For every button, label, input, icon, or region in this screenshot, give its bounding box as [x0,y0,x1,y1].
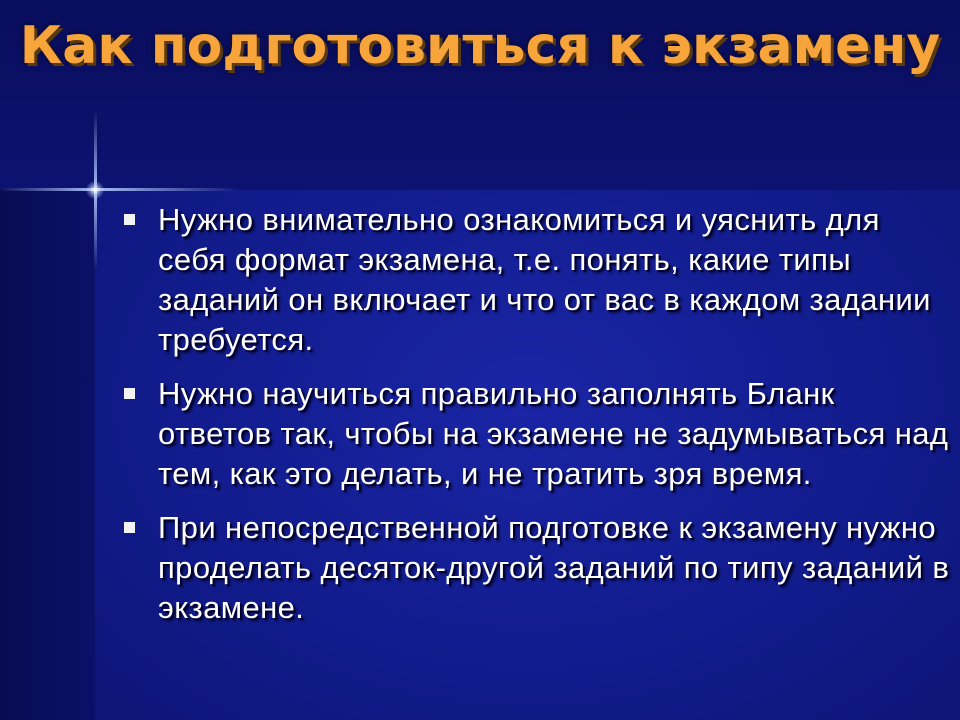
square-bullet-icon [124,522,135,533]
bullet-item [120,508,950,628]
bullet-list [120,200,950,642]
star-sparkle-icon [0,188,240,191]
slide-title: Как подготовиться к экзамену [19,16,941,76]
bullet-text: При непосредственной подготовке к экзамену нужно проделать десяток-другой заданий по типу заданий в экзамене. [158,510,950,625]
square-bullet-icon [124,388,135,399]
bullet-item [120,374,950,494]
bullet-text: Нужно научиться правильно заполнять Бланк ответов так, чтобы на экзамене не задумываться над тем, как это делать, и не тратить зря время. [158,376,949,491]
bullet-item [120,200,950,360]
star-sparkle-core [86,181,104,199]
square-bullet-icon [124,214,135,225]
bullet-text: Нужно внимательно ознакомиться и уяснить для себя формат экзамена, т.е. понять, какие типы заданий он включает и что от вас в каждом задании требуется. [158,202,931,357]
